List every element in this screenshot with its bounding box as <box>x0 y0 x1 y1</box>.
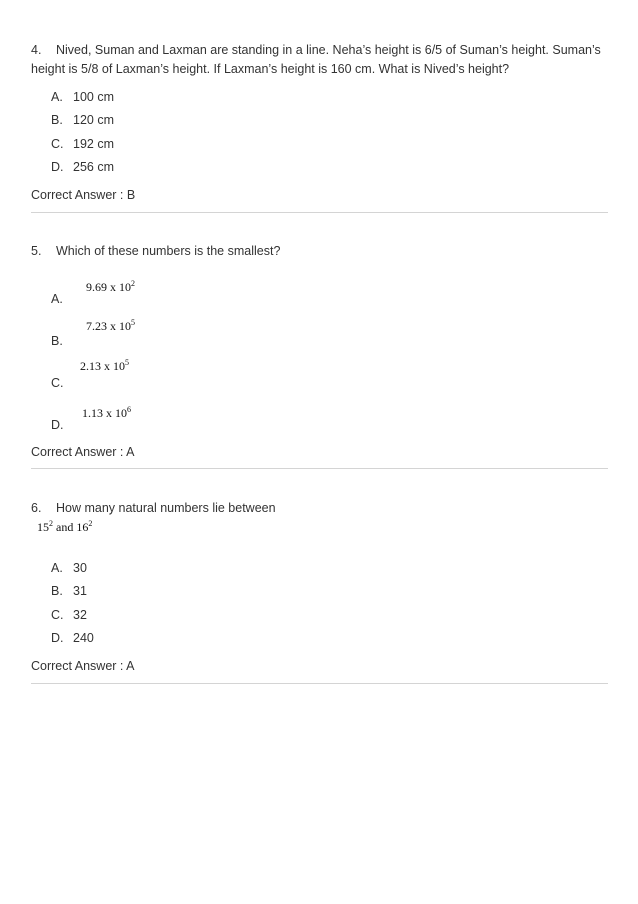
question-6-option-c <box>51 606 87 624</box>
divider <box>31 683 608 684</box>
option-letter: A. <box>51 561 63 575</box>
option-text: 192 cm <box>73 137 114 151</box>
question-4-option-c <box>51 135 114 153</box>
option-text: 120 cm <box>73 113 114 127</box>
option-letter: D. <box>51 160 64 174</box>
question-4-correct-answer: Correct Answer : B <box>31 188 136 202</box>
option-text: 30 <box>73 561 87 575</box>
question-4-text <box>31 40 611 60</box>
question-text-line: Which of these numbers is the smallest? <box>56 244 281 258</box>
question-text-line: How many natural numbers lie between <box>56 501 276 515</box>
option-text: 32 <box>73 608 87 622</box>
option-letter: B. <box>51 584 63 598</box>
question-number: 6. <box>31 501 42 515</box>
option-letter: A. <box>51 90 63 104</box>
question-6-math-expression: $15^2$ and $16^2$ <box>37 519 93 534</box>
question-text-line: Nived, Suman and Laxman are standing in a line. Neha’s height is 6/5 of Suman’s height. Suman’s <box>56 43 601 57</box>
option-letter: D. <box>51 631 64 645</box>
question-number: 5. <box>31 244 42 258</box>
option-text: 256 cm <box>73 160 114 174</box>
question-5-text <box>31 241 611 261</box>
question-5-option-a-letter: A. <box>51 292 63 306</box>
option-letter: B. <box>51 113 63 127</box>
option-text: 31 <box>73 584 87 598</box>
question-text-line: height is 5/8 of Laxman’s height. If Laxman’s height is 160 cm. What is Nived’s height? <box>31 62 510 76</box>
question-5-option-a-value: 9.69 x $10^2$ <box>86 279 135 294</box>
option-text: 240 <box>73 631 94 645</box>
question-6-correct-answer: Correct Answer : A <box>31 659 135 673</box>
question-6-text <box>31 498 611 518</box>
divider <box>31 212 608 213</box>
question-5-option-b-letter: B. <box>51 334 63 348</box>
question-4-text-continued <box>31 59 611 79</box>
question-5-option-d-value: 1.13 x $10^6$ <box>82 405 131 420</box>
option-letter: C. <box>51 608 64 622</box>
question-6-option-d <box>51 629 94 647</box>
divider <box>31 468 608 469</box>
question-5-option-c-value: 2.13 x $10^5$ <box>80 358 129 373</box>
question-6-option-b <box>51 582 87 600</box>
option-text: 100 cm <box>73 90 114 104</box>
question-4-option-b <box>51 111 114 129</box>
question-5-correct-answer: Correct Answer : A <box>31 445 135 459</box>
question-5-option-b-value: 7.23 x $10^5$ <box>86 318 135 333</box>
question-4-option-d <box>51 158 114 176</box>
option-letter: C. <box>51 137 64 151</box>
question-4-option-a <box>51 88 114 106</box>
question-5-option-c-letter: C. <box>51 376 64 390</box>
question-5-option-d-letter: D. <box>51 418 64 432</box>
question-6-option-a <box>51 559 87 577</box>
question-number: 4. <box>31 43 42 57</box>
